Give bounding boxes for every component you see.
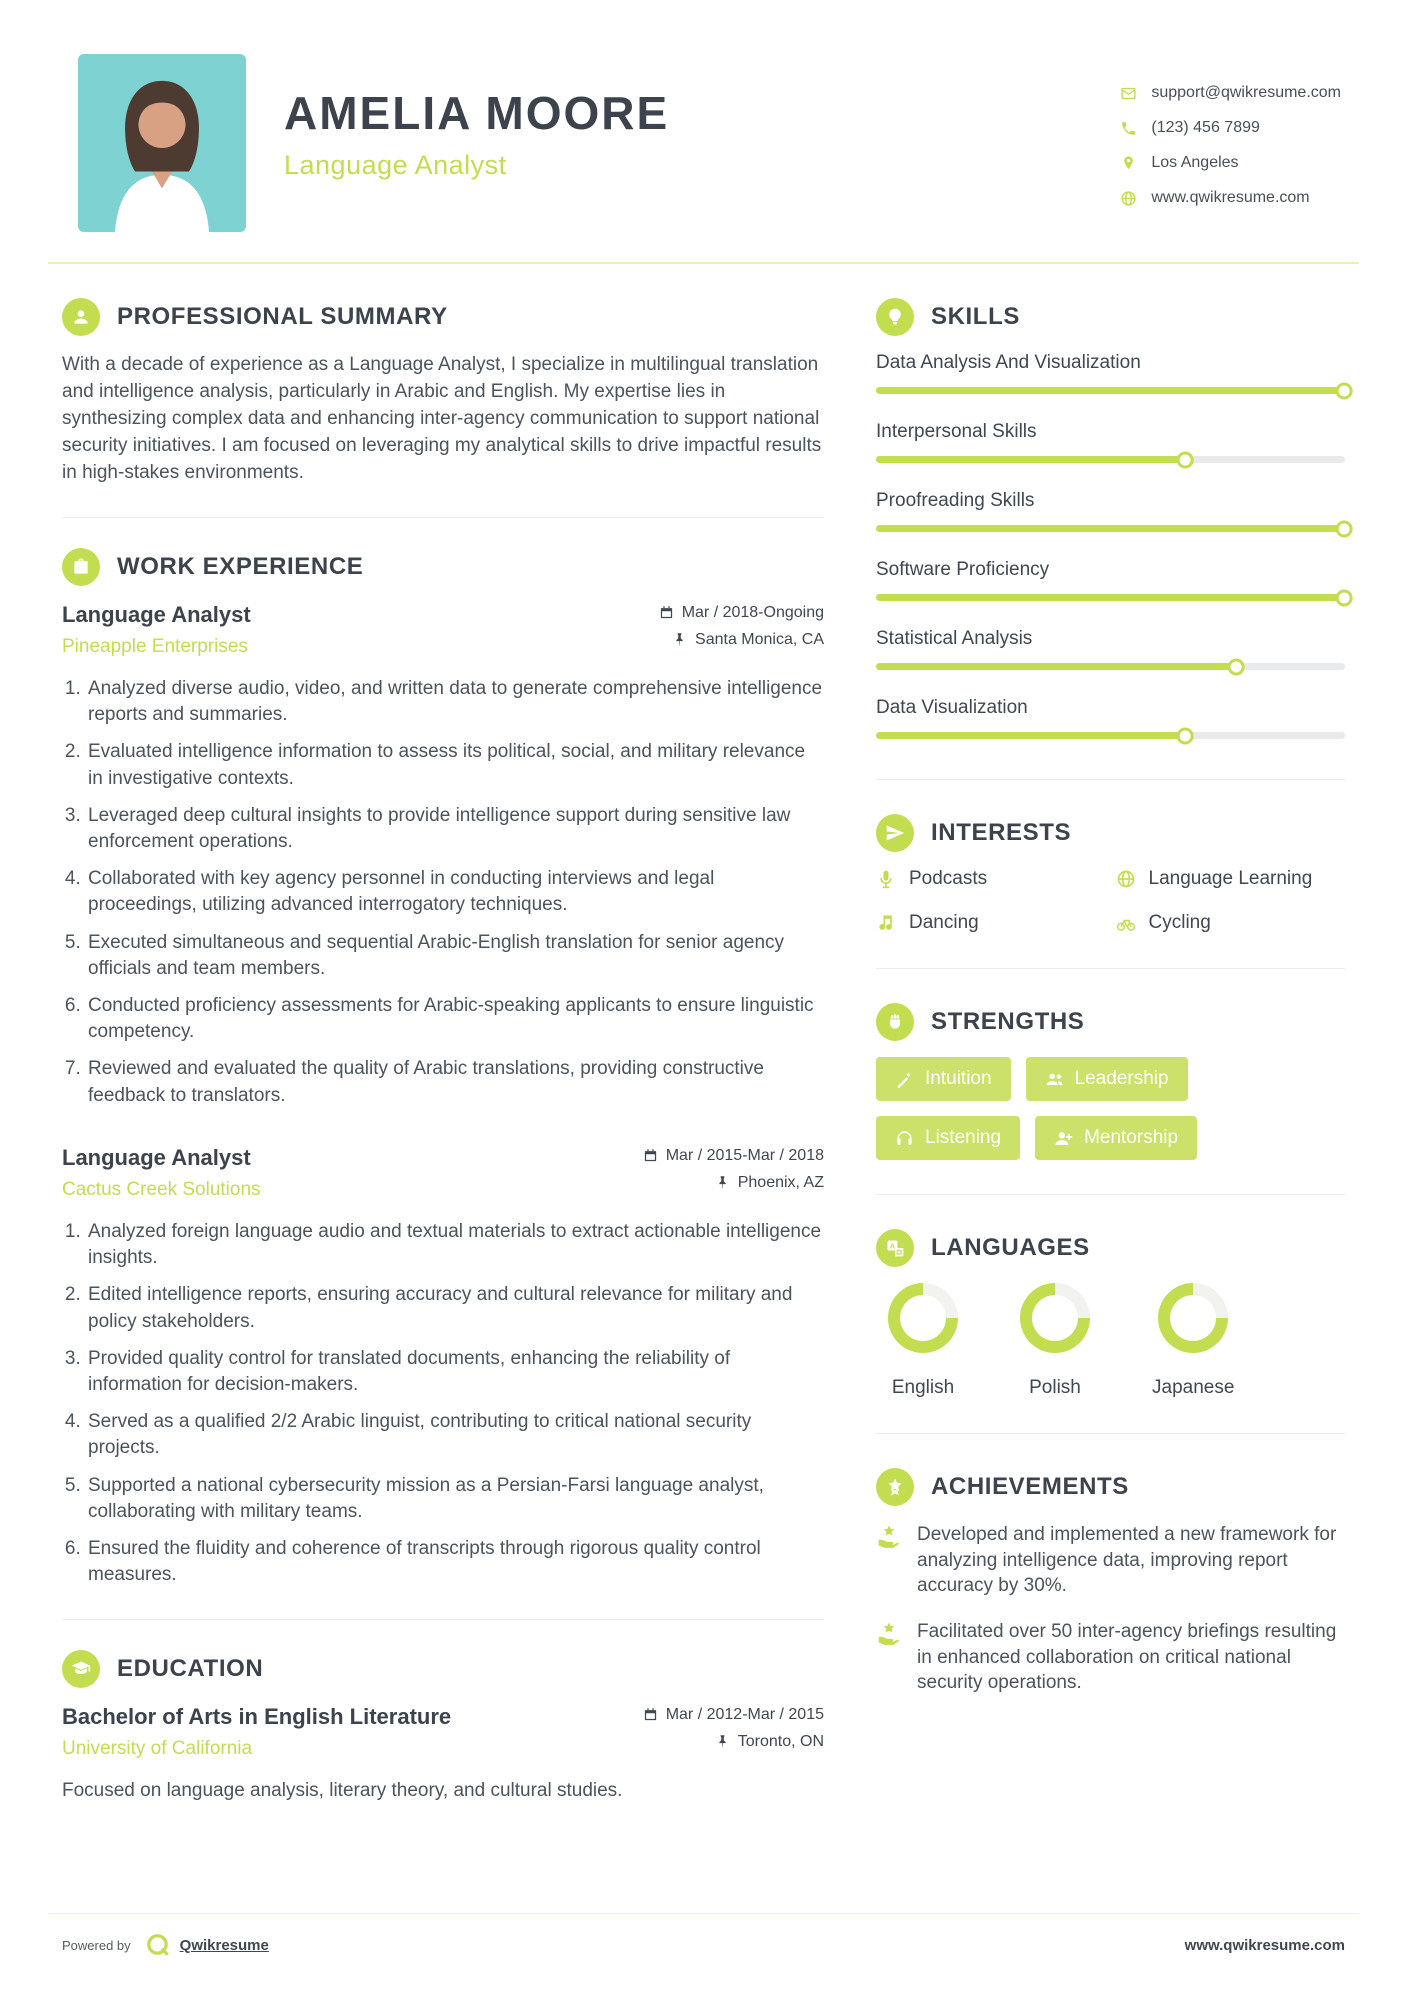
hand-star-icon (876, 1524, 902, 1550)
calendar-icon (659, 605, 674, 620)
strength-badge: Intuition (876, 1057, 1011, 1101)
svg-text:A: A (889, 1241, 896, 1251)
education-dates: Mar / 2012-Mar / 2015 (643, 1706, 824, 1724)
footer-website: www.qwikresume.com (1184, 1936, 1345, 1954)
footer (48, 1914, 1359, 1964)
duty-item: 7. Reviewed and evaluated the quality of Arabic translations, providing constructive feedback to translators. (86, 1056, 824, 1108)
skills-heading: SKILLS (931, 303, 1020, 330)
contact-email-text: support@qwikresume.com (1151, 84, 1341, 101)
pushpin-icon (672, 632, 687, 647)
calendar-icon (643, 1148, 658, 1163)
skill-knob (1336, 382, 1353, 399)
header-divider (48, 262, 1359, 264)
skill-knob (1336, 520, 1353, 537)
language-item: English (888, 1283, 958, 1399)
job-dates: Mar / 2015-Mar / 2018 (643, 1147, 824, 1165)
bicycle-icon (1116, 913, 1136, 933)
job-duties-list (62, 676, 824, 1109)
education-location: Toronto, ON (643, 1733, 824, 1751)
job-title: Language Analyst (62, 1144, 251, 1170)
work-heading: WORK EXPERIENCE (117, 552, 364, 580)
candidate-name: AMELIA MOORE (284, 87, 670, 139)
achievement-item: Facilitated over 50 inter-agency briefings resulting in enhanced collaboration on critical national security operations. (876, 1619, 1345, 1696)
qwikresume-logo (145, 1932, 171, 1958)
strength-badge: Listening (876, 1116, 1020, 1160)
duty-item: 3. Provided quality control for translated documents, enhancing the reliability of information for decision-makers. (86, 1346, 824, 1398)
wand-icon (895, 1070, 914, 1089)
summary-heading: PROFESSIONAL SUMMARY (117, 303, 448, 330)
achievement-item: Developed and implemented a new framework for analyzing intelligence data, improving report accuracy by 30%. (876, 1522, 1345, 1599)
content-columns (48, 298, 1359, 1887)
job-entry (62, 1145, 824, 1589)
skill-row: Data Visualization (876, 697, 1345, 739)
skill-bar (876, 456, 1345, 463)
powered-by-label: Powered by (62, 1937, 131, 1953)
contact-block (1120, 54, 1341, 207)
duty-item: 2. Evaluated intelligence information to assess its political, social, and military relevance in investigative contexts. (86, 739, 824, 791)
contact-website-text: www.qwikresume.com (1151, 189, 1310, 206)
section-divider (62, 1619, 824, 1620)
hand-star-icon (876, 1621, 902, 1647)
skill-row: Proofreading Skills (876, 490, 1345, 532)
medal-icon (876, 1468, 914, 1506)
briefcase-icon (62, 548, 100, 586)
microphone-icon (876, 869, 896, 889)
skill-bar (876, 387, 1345, 394)
location-pin-icon (1120, 155, 1137, 172)
translate-icon (876, 1229, 914, 1267)
duty-item: 5. Supported a national cybersecurity mission as a Persian-Farsi language analyst, collaborating with military teams. (86, 1473, 824, 1525)
paper-plane-icon (876, 814, 914, 852)
section-strengths (876, 968, 1345, 1194)
email-icon (1120, 85, 1137, 102)
headphones-icon (895, 1129, 914, 1148)
job-company: Cactus Creek Solutions (62, 1178, 261, 1200)
skill-knob (1176, 451, 1193, 468)
lightbulb-icon (876, 298, 914, 336)
skill-row: Interpersonal Skills (876, 421, 1345, 463)
duty-item: 4. Collaborated with key agency personnel in conducting interviews and legal proceedings, utilizing advanced interrogatory techniques. (86, 866, 824, 918)
skill-bar (876, 663, 1345, 670)
person-icon (62, 298, 100, 336)
skill-knob (1228, 658, 1245, 675)
duty-item: 1. Analyzed diverse audio, video, and written data to generate comprehensive intelligence reports and summaries. (86, 676, 824, 728)
contact-location-text: Los Angeles (1151, 154, 1239, 171)
duty-item: 1. Analyzed foreign language audio and textual materials to extract actionable intelligence insights. (86, 1219, 824, 1271)
left-column (62, 298, 824, 1805)
skill-bar (876, 594, 1345, 601)
globe-icon (1116, 869, 1136, 889)
right-column (876, 298, 1345, 1724)
skill-bar (876, 732, 1345, 739)
degree-title: Bachelor of Arts in English Literature (62, 1703, 452, 1729)
fist-icon (876, 1003, 914, 1041)
job-location: Phoenix, AZ (643, 1174, 824, 1192)
strength-badge: Mentorship (1035, 1116, 1197, 1160)
section-interests (876, 779, 1345, 968)
summary-text: With a decade of experience as a Language Analyst, I specialize in multilingual translation and intelligence analysis, particularly in Arabic and English. My expertise lies in synthesizing complex data and enhancing inter-agency communication to support national security initiatives. I am focused on leveraging my analytical skills to drive impactful results in high-stakes environments. (62, 354, 822, 483)
contact-website[interactable] (1120, 189, 1341, 207)
language-donut (1158, 1283, 1228, 1353)
contact-email[interactable] (1120, 84, 1341, 102)
education-note: Focused on language analysis, literary theory, and cultural studies. (62, 1779, 623, 1801)
duty-item: 5. Executed simultaneous and sequential Arabic-English translation for senior agency officials and team members. (86, 930, 824, 982)
section-professional-summary (62, 298, 824, 487)
profile-photo-illustration (78, 54, 246, 232)
language-item: Japanese (1152, 1283, 1234, 1399)
section-divider (62, 517, 824, 518)
skill-knob (1336, 589, 1353, 606)
contact-phone[interactable] (1120, 119, 1341, 137)
job-location: Santa Monica, CA (659, 631, 824, 649)
languages-heading: LANGUAGES (931, 1234, 1090, 1261)
education-heading: EDUCATION (117, 1654, 264, 1682)
phone-icon (1120, 120, 1137, 137)
candidate-title: Language Analyst (284, 150, 507, 180)
language-donut (888, 1283, 958, 1353)
interest-item: Language Learning (1116, 868, 1346, 890)
graduation-cap-icon (62, 1650, 100, 1688)
language-donut (1020, 1283, 1090, 1353)
skill-row: Data Analysis And Visualization (876, 352, 1345, 394)
skill-row: Software Proficiency (876, 559, 1345, 601)
pushpin-icon (715, 1175, 730, 1190)
language-item: Polish (1020, 1283, 1090, 1399)
job-duties-list (62, 1219, 824, 1589)
section-skills (876, 298, 1345, 779)
globe-icon (1120, 190, 1137, 207)
leadership-icon (1045, 1070, 1064, 1089)
job-entry (62, 602, 824, 1109)
duty-item: 6. Ensured the fluidity and coherence of transcripts through rigorous quality control measures. (86, 1536, 824, 1588)
qwikresume-brand-link[interactable]: Qwikresume (179, 1936, 269, 1954)
skill-knob (1176, 727, 1193, 744)
school-name: University of California (62, 1737, 253, 1759)
section-languages (876, 1194, 1345, 1433)
section-work-experience (62, 548, 824, 1589)
pushpin-icon (715, 1734, 730, 1749)
section-education (62, 1650, 824, 1805)
skill-row: Statistical Analysis (876, 628, 1345, 670)
music-note-icon (876, 913, 896, 933)
contact-location (1120, 154, 1341, 172)
interest-item: Cycling (1116, 912, 1346, 934)
job-dates: Mar / 2018-Ongoing (659, 604, 824, 622)
interest-item: Podcasts (876, 868, 1106, 890)
interest-item: Dancing (876, 912, 1106, 934)
profile-photo (78, 54, 246, 232)
contact-phone-text: (123) 456 7899 (1151, 119, 1260, 136)
job-title: Language Analyst (62, 601, 251, 627)
interests-heading: INTERESTS (931, 819, 1072, 846)
duty-item: 6. Conducted proficiency assessments for Arabic-speaking applicants to ensure linguistic competency. (86, 993, 824, 1045)
strengths-heading: STRENGTHS (931, 1008, 1085, 1035)
header-identity (284, 54, 669, 181)
duty-item: 2. Edited intelligence reports, ensuring accuracy and cultural relevance for military and policy stakeholders. (86, 1282, 824, 1334)
achievements-heading: ACHIEVEMENTS (931, 1473, 1129, 1500)
calendar-icon (643, 1707, 658, 1722)
mentorship-icon (1054, 1129, 1073, 1148)
job-company: Pineapple Enterprises (62, 635, 248, 657)
strength-badge: Leadership (1026, 1057, 1188, 1101)
header (48, 46, 1359, 232)
duty-item: 4. Served as a qualified 2/2 Arabic linguist, contributing to critical national security projects. (86, 1409, 824, 1461)
section-achievements (876, 1433, 1345, 1724)
skill-bar (876, 525, 1345, 532)
duty-item: 3. Leveraged deep cultural insights to provide intelligence support during sensitive law enforcement operations. (86, 803, 824, 855)
